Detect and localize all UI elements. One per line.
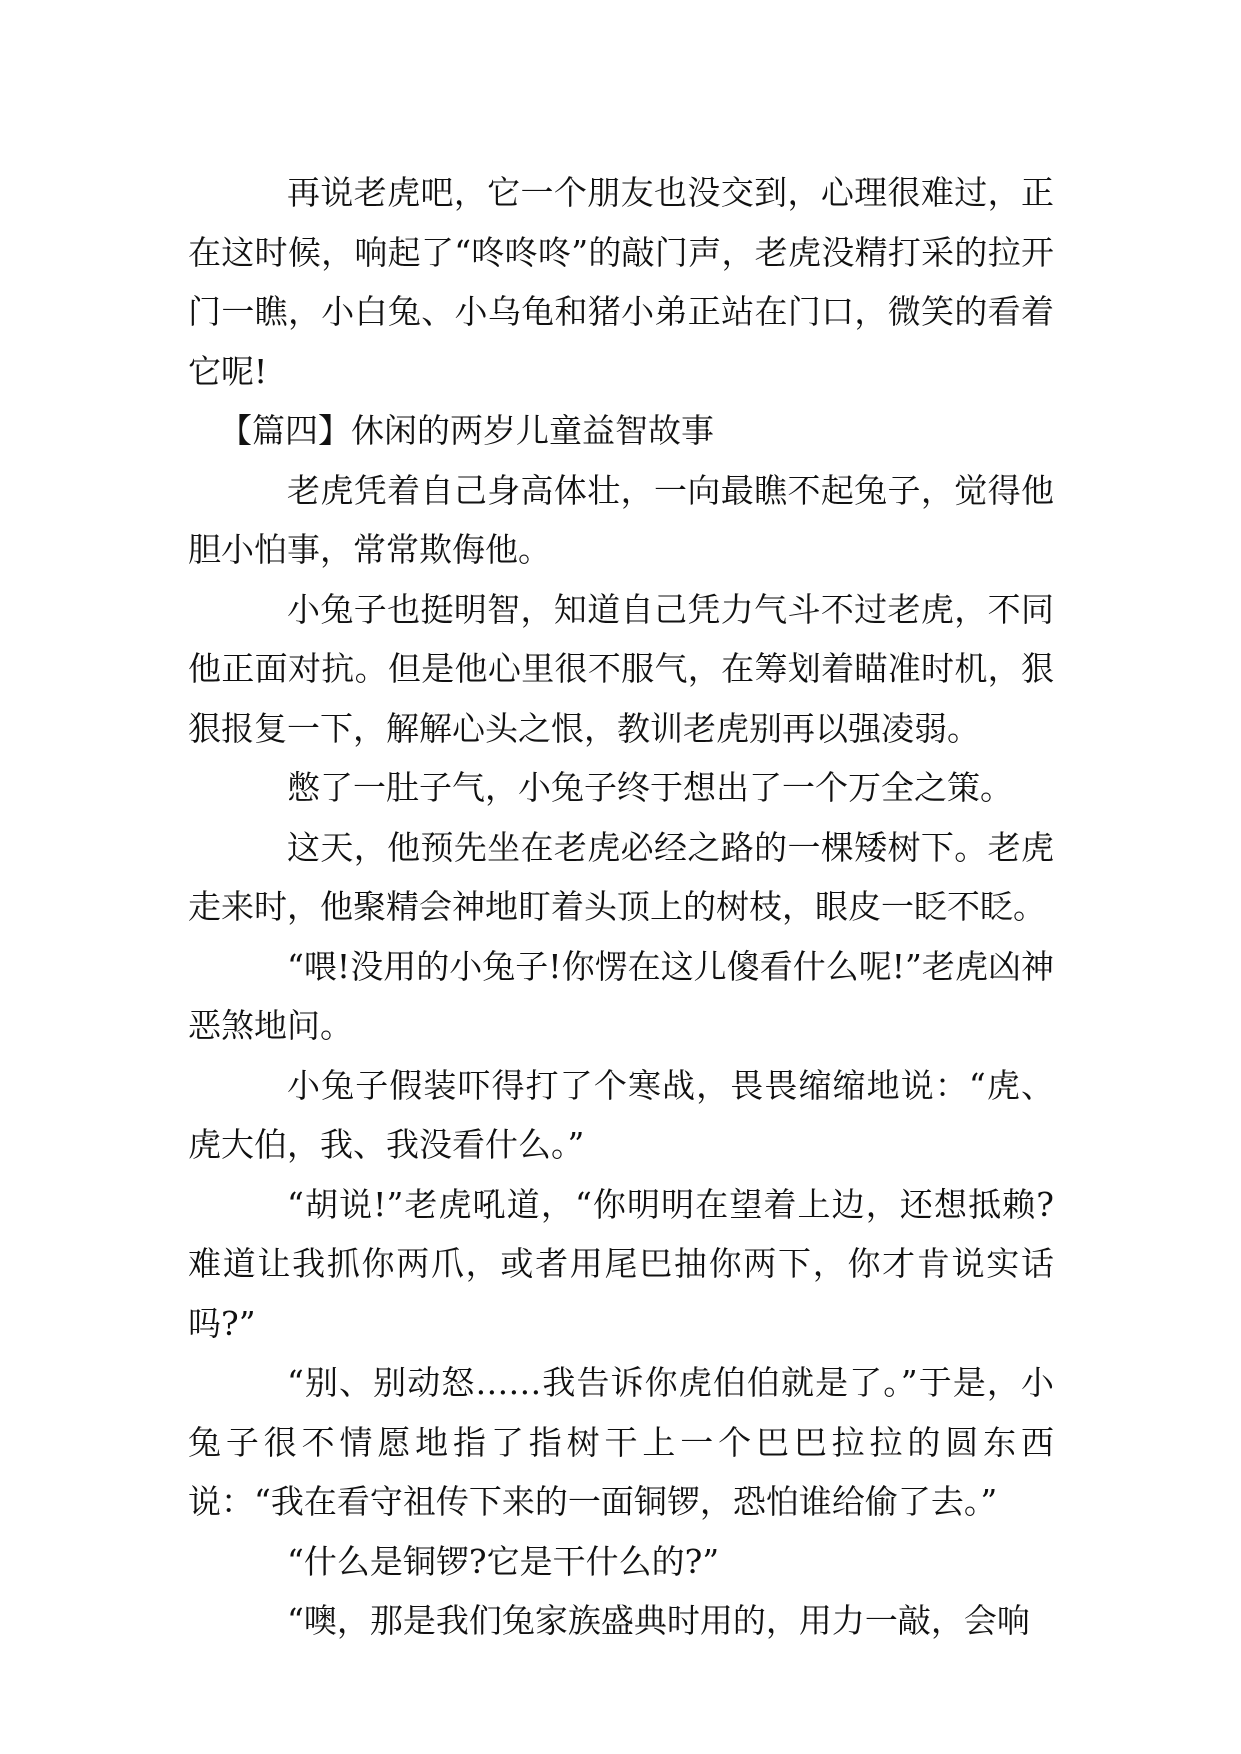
paragraph: “胡说!”老虎吼道，“你明明在望着上边，还想抵赖?难道让我抓你两爪，或者用尾巴抽你两下，你才肯说实话吗?” xyxy=(188,1184,1054,1343)
paragraph: 小兔子也挺明智，知道自己凭力气斗不过老虎，不同他正面对抗。但是他心里很不服气，在筹划着瞄准时机，狠狠报复一下，解解心头之恨，教训老虎别再以强凌弱。 xyxy=(188,589,1054,748)
paragraph: 憋了一肚子气，小兔子终于想出了一个万全之策。 xyxy=(287,768,1013,807)
paragraph: 这天，他预先坐在老虎必经之路的一棵矮树下。老虎走来时，他聚精会神地盯着头顶上的树枝，眼皮一眨不眨。 xyxy=(188,827,1054,926)
section-heading: 【篇四】休闲的两岁儿童益智故事 xyxy=(219,411,714,450)
paragraph: 老虎凭着自己身高体壮，一向最瞧不起兔子，觉得他胆小怕事，常常欺侮他。 xyxy=(188,470,1054,569)
paragraph: 再说老虎吧，它一个朋友也没交到，心理很难过，正在这时候，响起了“咚咚咚”的敲门声，老虎没精打采的拉开门一瞧，小白兔、小乌龟和猪小弟正站在门口，微笑的看着它呢! xyxy=(188,173,1054,391)
paragraph: “什么是铜锣?它是干什么的?” xyxy=(287,1541,720,1581)
paragraph: 小兔子假装吓得打了个寒战，畏畏缩缩地说：“虎、虎大伯，我、我没看什么。” xyxy=(188,1065,1054,1164)
paragraph: “别、别动怒……我告诉你虎伯伯就是了。”于是，小兔子很不情愿地指了指树干上一个巴巴拉拉的圆东西说：“我在看守祖传下来的一面铜锣，恐怕谁给偷了去。” xyxy=(188,1363,1054,1521)
paragraph: “喂!没用的小兔子!你愣在这儿傻看什么呢!”老虎凶神恶煞地问。 xyxy=(188,946,1054,1045)
document-page xyxy=(188,163,1054,1651)
paragraph: “噢，那是我们兔家族盛典时用的，用力一敲，会响 xyxy=(287,1601,1030,1640)
